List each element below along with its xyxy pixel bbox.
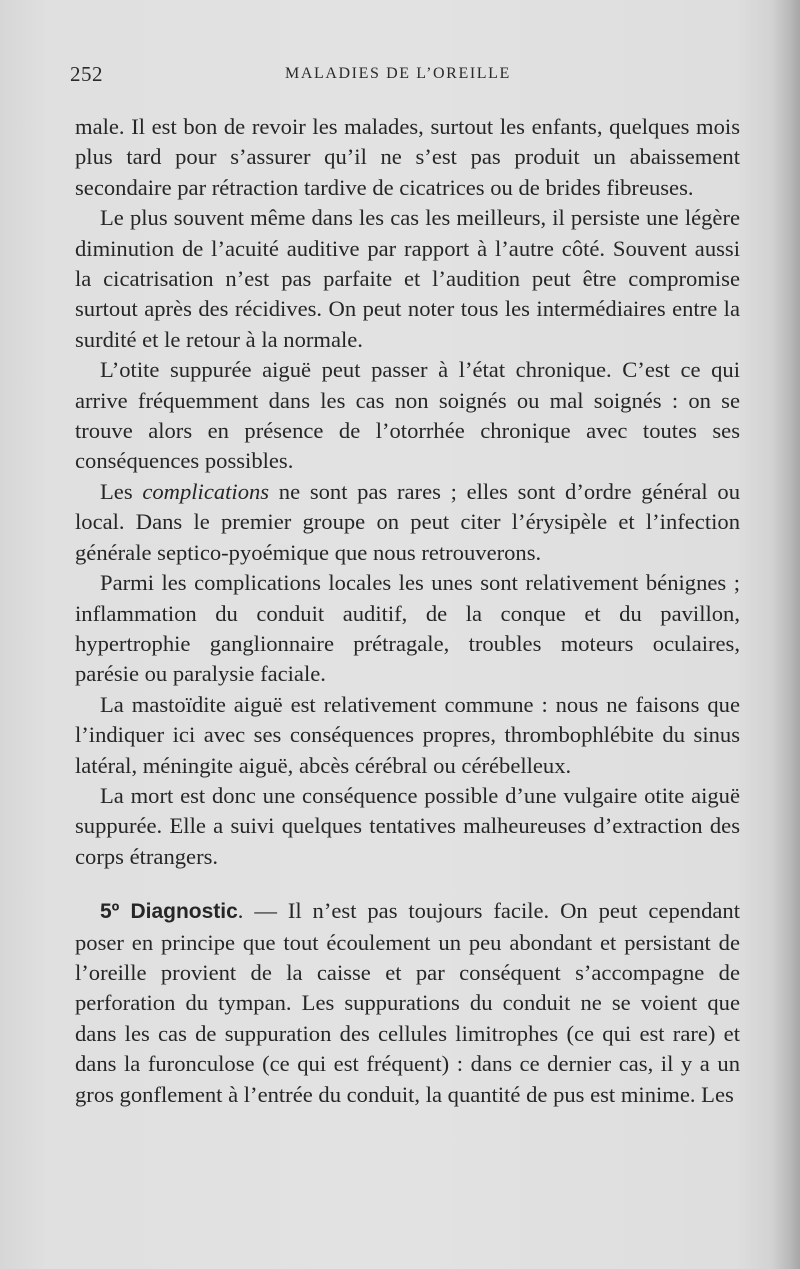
paragraph: male. Il est bon de revoir les malades, surtout les enfants, quelques mois plus tard pour s’assurer qu’il ne s’est pas produit un abaissement secondaire par rétraction tardive de cicatrices ou de brides fibreuses.: [75, 114, 740, 200]
diagnostic-section: [75, 896, 740, 1110]
paragraph: Le plus souvent même dans les cas les meilleurs, il persiste une légère diminution de l’acuité auditive par rapport à l’autre côté. Souvent aussi la cicatrisation n’est pas parfaite et l’audition peut être compromise surtout après des récidives. On peut noter tous les intermédiaires entre la surdité et le retour à la normale.: [75, 205, 740, 352]
page-edge-shadow: [772, 0, 800, 1269]
paragraph-text: Les: [100, 478, 143, 504]
section-text: . — Il n’est pas toujours facile. On peut cependant poser en principe que tout écoulement un peu abondant et persistant de l’oreille provient de la caisse et par conséquent s’accompagne de perforation du tympan. Les suppurations du conduit ne se voient que dans les cas de suppuration des cellules limitrophes (ce qui est rare) et dans la furonculose (ce qui est fréquent) : dans ce dernier cas, il y a un gros gonflement à l’entrée du conduit, la quantité de pus est minime. Les: [75, 898, 740, 1107]
body-text: [75, 112, 740, 1110]
paragraph: [75, 477, 740, 568]
paragraph: La mastoïdite aiguë est relativement commune : nous ne faisons que l’indiquer ici avec ses conséquences propres, thrombophlébite du sinus latéral, méningite aiguë, abcès cérébral ou cérébelleux.: [75, 691, 740, 778]
paragraph: Parmi les complications locales les unes sont relativement bénignes ; inflammation du conduit auditif, de la conque et du pavillon, hypertrophie ganglionnaire prétragale, troubles moteurs oculaires, parésie ou paralysie faciale.: [75, 570, 740, 687]
paragraph-text: ne sont pas rares ; elles sont d’ordre général ou local. Dans le premier groupe on peut citer l’érysipèle et l’infection générale septico-pyoémique que nous retrouverons.: [75, 478, 740, 565]
page-number: 252: [70, 62, 103, 86]
paragraph: L’otite suppurée aiguë peut passer à l’état chronique. C’est ce qui arrive fréquemment dans les cas non soignés ou mal soignés : on se trouve alors en présence de l’otorrhée chronique avec toutes ses conséquences possibles.: [75, 357, 740, 474]
page-header: [70, 62, 740, 92]
emphasis-complications: complications: [142, 478, 270, 504]
running-title: MALADIES DE L’OREILLE: [285, 65, 511, 82]
section-heading: 5º Diagnostic: [100, 900, 238, 924]
paragraph: La mort est donc une conséquence possible d’une vulgaire otite aiguë suppurée. Elle a suivi quelques tentatives malheureuses d’extraction des corps étrangers.: [75, 782, 740, 869]
